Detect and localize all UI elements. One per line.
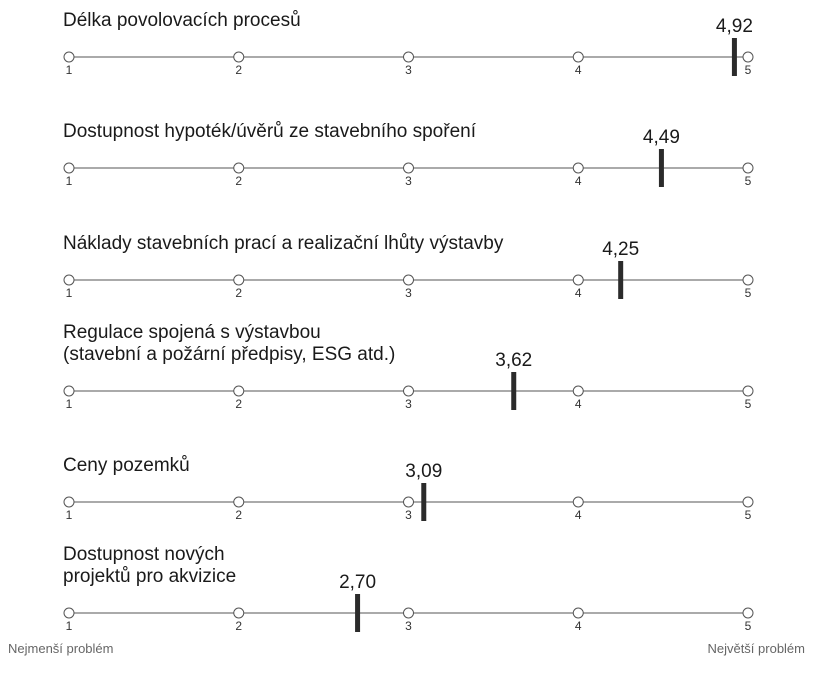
row-label: (stavební a požární předpisy, ESG atd.): [63, 344, 396, 365]
tick-dot: [743, 386, 753, 396]
tick-dot: [234, 163, 244, 173]
tick-dot: [404, 608, 414, 618]
row-label: Dostupnost hypoték/úvěrů ze stavebního spoření: [63, 121, 476, 142]
value-label: 3,62: [495, 350, 533, 371]
tick-dot: [234, 608, 244, 618]
scale-min-label: Nejmenší problém: [8, 641, 114, 656]
value-label: 4,49: [642, 127, 680, 148]
tick-label: 5: [744, 286, 752, 300]
tick-dot: [234, 497, 244, 507]
tick-dot: [743, 497, 753, 507]
tick-label: 2: [235, 508, 243, 522]
tick-label: 5: [744, 619, 752, 633]
tick-label: 2: [235, 397, 243, 411]
tick-label: 3: [405, 508, 412, 522]
tick-label: 2: [235, 286, 243, 300]
tick-dot: [743, 163, 753, 173]
tick-label: 4: [574, 286, 582, 300]
tick-dot: [573, 163, 583, 173]
tick-label: 1: [65, 619, 73, 633]
tick-dot: [404, 386, 414, 396]
tick-dot: [64, 386, 74, 396]
tick-dot: [404, 163, 414, 173]
value-marker: [355, 594, 360, 632]
tick-label: 4: [574, 508, 582, 522]
tick-label: 5: [744, 508, 752, 522]
value-marker: [659, 149, 664, 187]
tick-dot: [573, 386, 583, 396]
tick-label: 4: [574, 619, 582, 633]
tick-dot: [743, 275, 753, 285]
row-label: Ceny pozemků: [63, 455, 190, 476]
scale-row: [63, 455, 753, 522]
tick-dot: [64, 497, 74, 507]
scale-row: [63, 233, 753, 300]
tick-dot: [234, 386, 244, 396]
scale-row: [63, 544, 753, 633]
tick-dot: [64, 608, 74, 618]
tick-dot: [743, 52, 753, 62]
tick-label: 1: [65, 63, 73, 77]
tick-dot: [64, 163, 74, 173]
row-label: Náklady stavebních prací a realizační lhůty výstavby: [63, 233, 504, 254]
scale-row: [63, 10, 753, 77]
row-label: projektů pro akvizice: [63, 566, 237, 587]
tick-label: 1: [65, 286, 73, 300]
scale-row: [63, 322, 753, 411]
tick-dot: [234, 275, 244, 285]
row-label: Dostupnost nových: [63, 544, 225, 565]
value-marker: [511, 372, 516, 410]
tick-dot: [573, 275, 583, 285]
value-marker: [618, 261, 623, 299]
tick-label: 1: [65, 397, 73, 411]
value-marker: [732, 38, 737, 76]
value-marker: [421, 483, 426, 521]
tick-dot: [573, 52, 583, 62]
tick-label: 5: [744, 63, 752, 77]
value-label: 4,25: [602, 239, 640, 260]
tick-dot: [573, 608, 583, 618]
scale-row: [63, 121, 753, 188]
tick-label: 3: [405, 619, 412, 633]
value-label: 4,92: [715, 16, 753, 37]
tick-dot: [573, 497, 583, 507]
value-label: 2,70: [339, 572, 377, 593]
row-label: Regulace spojená s výstavbou: [63, 322, 321, 343]
tick-label: 1: [65, 174, 73, 188]
tick-label: 1: [65, 508, 73, 522]
tick-dot: [404, 497, 414, 507]
tick-label: 3: [405, 397, 412, 411]
tick-label: 4: [574, 174, 582, 188]
tick-dot: [404, 52, 414, 62]
tick-dot: [234, 52, 244, 62]
tick-dot: [743, 608, 753, 618]
tick-label: 2: [235, 63, 243, 77]
scale-max-label: Největší problém: [707, 641, 805, 656]
tick-label: 2: [235, 619, 243, 633]
tick-dot: [404, 275, 414, 285]
tick-label: 5: [744, 174, 752, 188]
tick-dot: [64, 275, 74, 285]
tick-label: 2: [235, 174, 243, 188]
tick-label: 3: [405, 286, 412, 300]
tick-dot: [64, 52, 74, 62]
row-label: Délka povolovacích procesů: [63, 10, 301, 31]
tick-label: 5: [744, 397, 752, 411]
tick-label: 3: [405, 174, 412, 188]
value-label: 3,09: [405, 461, 443, 482]
tick-label: 3: [405, 63, 412, 77]
tick-label: 4: [574, 63, 582, 77]
tick-label: 4: [574, 397, 582, 411]
